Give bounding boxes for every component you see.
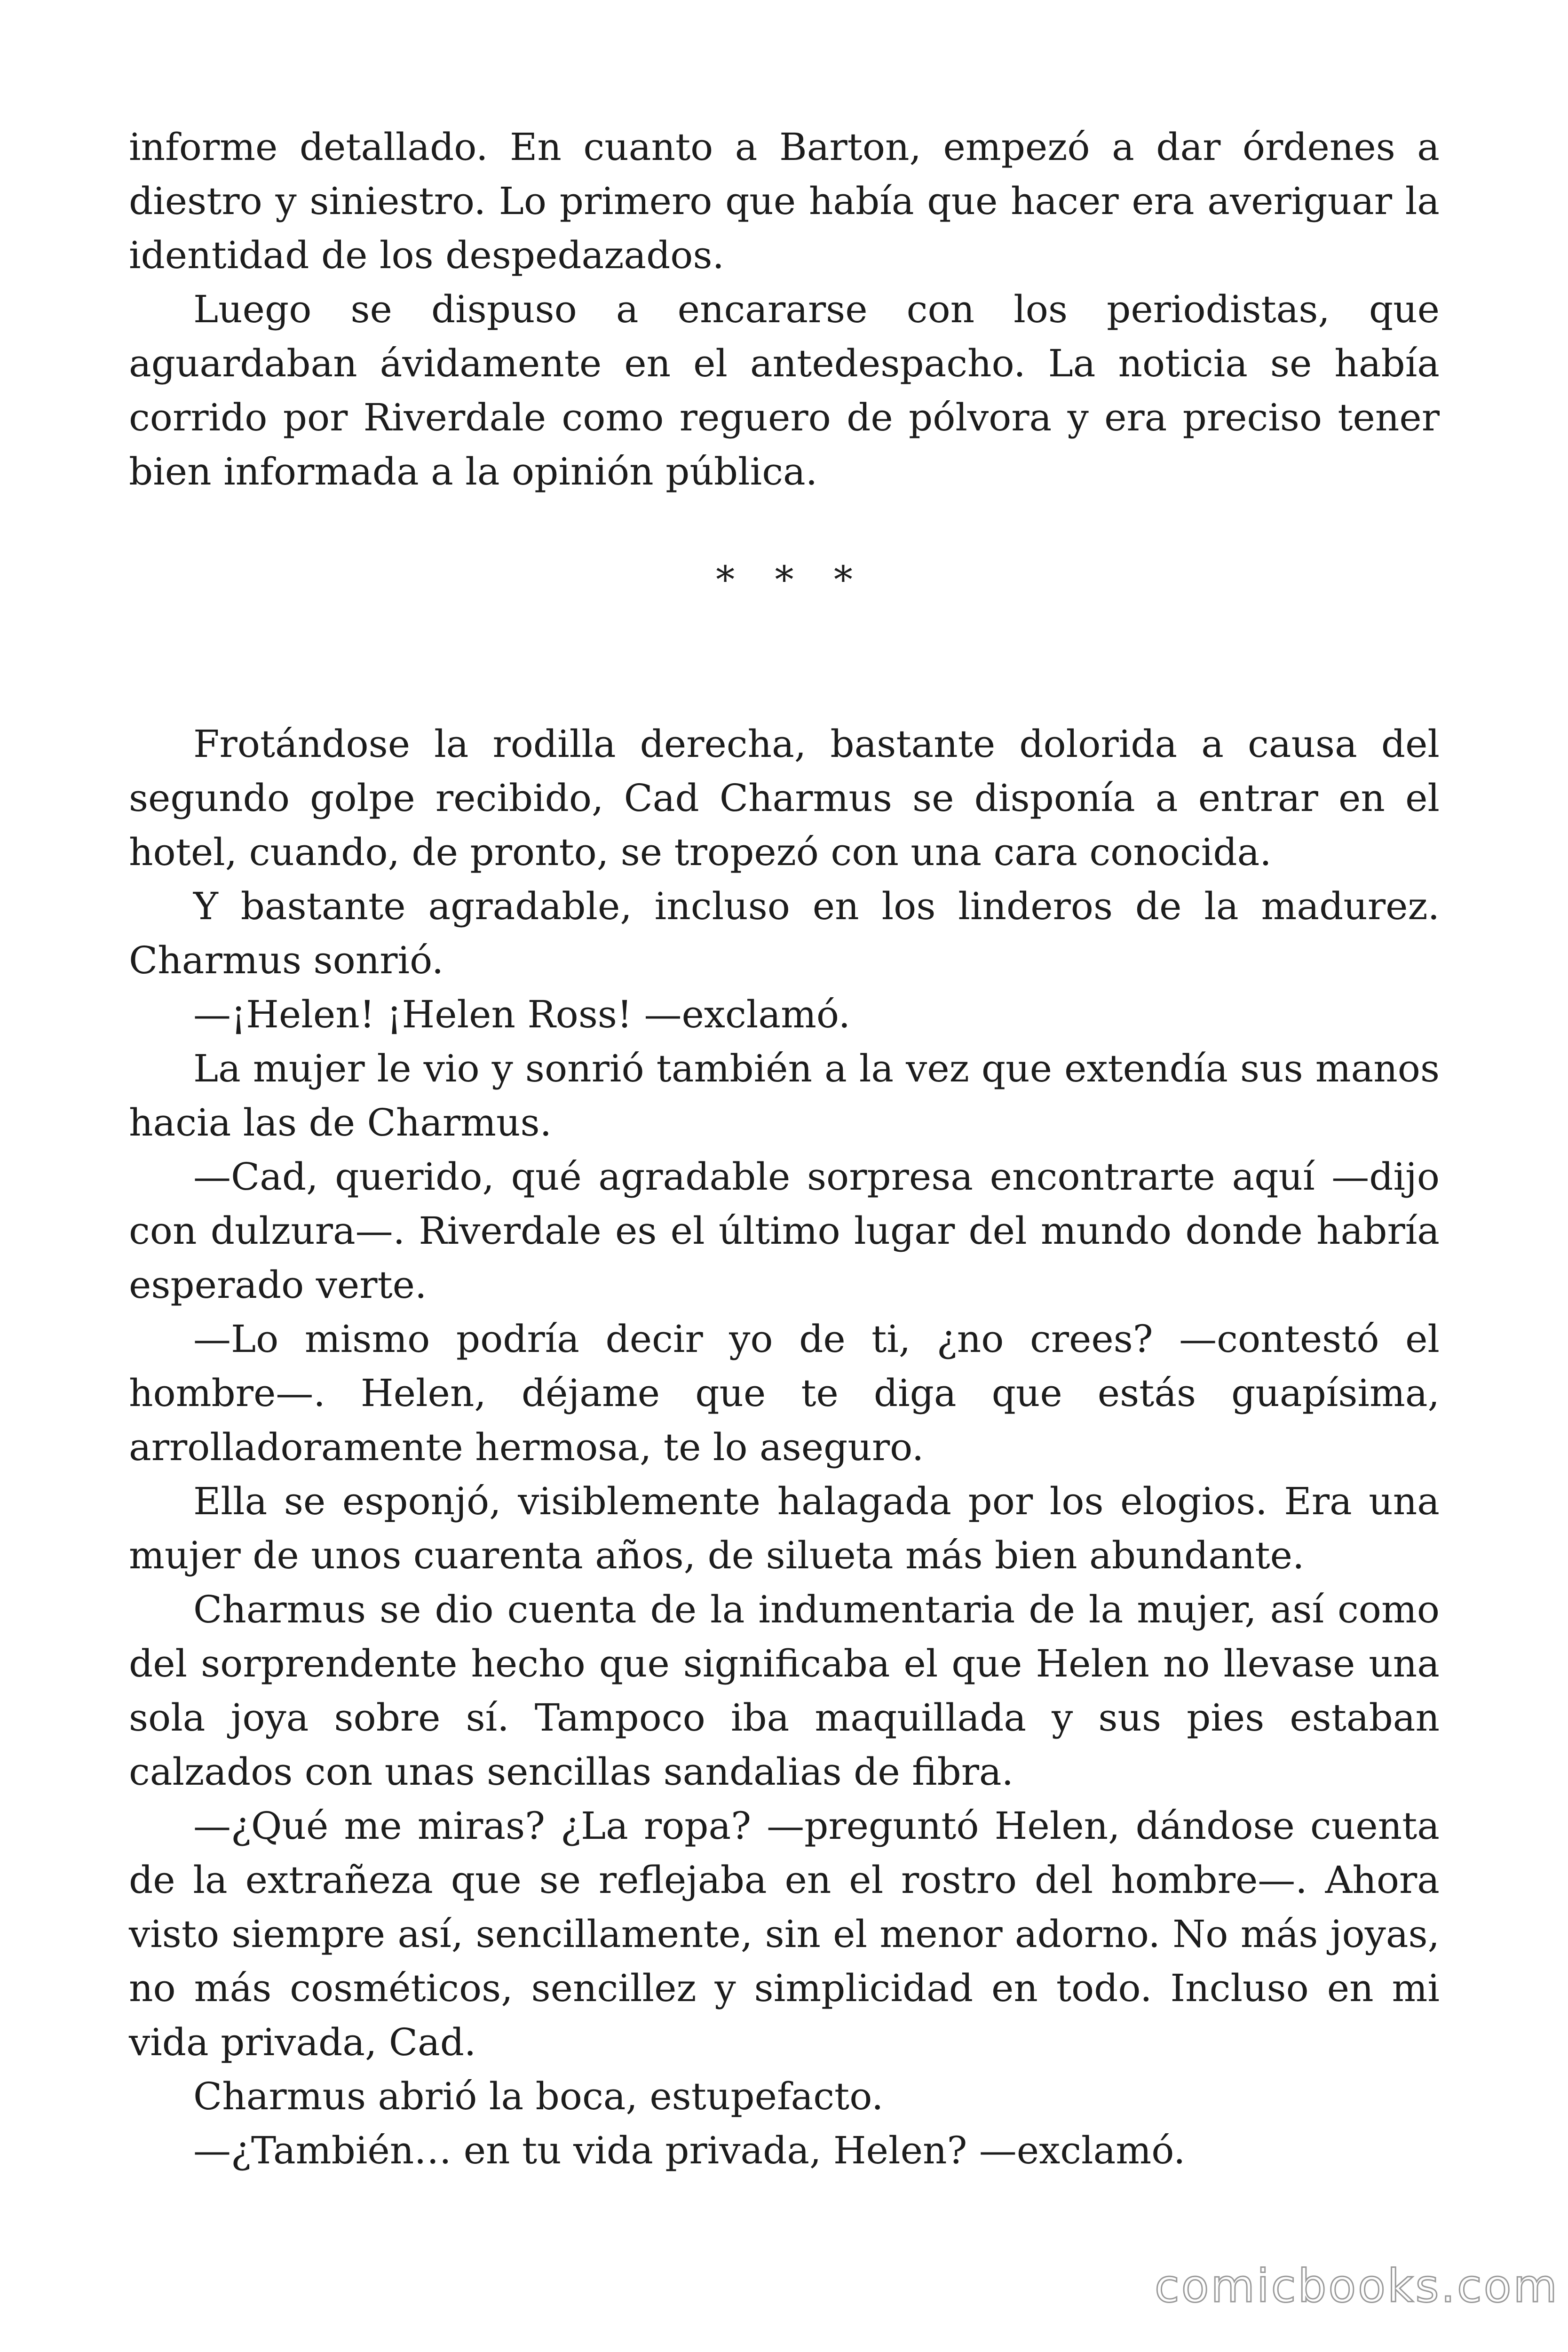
paragraph: Luego se dispuso a encararse con los periodistas, que aguardaban ávidamente en el antedespacho. La noticia se había corrido por Riverdale como reguero de pólvora y era preciso tener bien informada a la opinión pública. [129,287,1440,493]
paragraph: Charmus abrió la boca, estupefacto. [193,2074,884,2118]
section-break: * * * [716,558,867,602]
paragraph: Ella se esponjó, visiblemente halagada por los elogios. Era una mujer de unos cuarenta años, de silueta más bien abundante. [129,1479,1440,1577]
dialogue-paragraph: —¿También… en tu vida privada, Helen? —exclamó. [193,2129,1186,2172]
section-before-break [129,120,1440,499]
paragraph: Frotándose la rodilla derecha, bastante dolorida a causa del segundo golpe recibido, Cad Charmus se disponía a entrar en el hotel, cuando, de pronto, se tropezó con una cara conocida. [129,722,1440,874]
paragraph: Charmus se dio cuenta de la indumentaria de la mujer, así como del sorprendente hecho que significaba el que Helen no llevase una sola joya sobre sí. Tampoco iba maquillada y sus pies estaban calzados con unas sencillas sandalias de fibra. [129,1588,1440,1794]
dialogue-paragraph: —Cad, querido, qué agradable sorpresa encontrarte aquí —dijo con dulzura—. Riverdale es el último lugar del mundo donde habría esperado verte. [129,1155,1440,1307]
paragraph: Y bastante agradable, incluso en los linderos de la madurez. Charmus sonrió. [129,884,1440,982]
paragraph: informe detallado. En cuanto a Barton, empezó a dar órdenes a diestro y siniestro. Lo primero que había que hacer era averiguar la identidad de los despedazados. [129,125,1440,277]
dialogue-paragraph: —¡Helen! ¡Helen Ross! —exclamó. [193,993,851,1036]
dialogue-paragraph: —¿Qué me miras? ¿La ropa? —preguntó Helen, dándose cuenta de la extrañeza que se reflejaba en el rostro del hombre—. Ahora visto siempre así, sencillamente, sin el menor adorno. No más joyas, no más cosméticos, sencillez y simplicidad en todo. Incluso en mi vida privada, Cad. [129,1804,1440,2064]
dialogue-paragraph: —Lo mismo podría decir yo de ti, ¿no crees? —contestó el hombre—. Helen, déjame que te diga que estás guapísima, arrolladoramente hermosa, te lo aseguro. [129,1317,1440,1469]
watermark: comicbooks.com [1155,2260,1560,2312]
book-page [129,120,1440,2177]
paragraph: La mujer le vio y sonrió también a la vez que extendía sus manos hacia las de Charmus. [129,1047,1440,1144]
section-after-break [129,717,1440,2177]
